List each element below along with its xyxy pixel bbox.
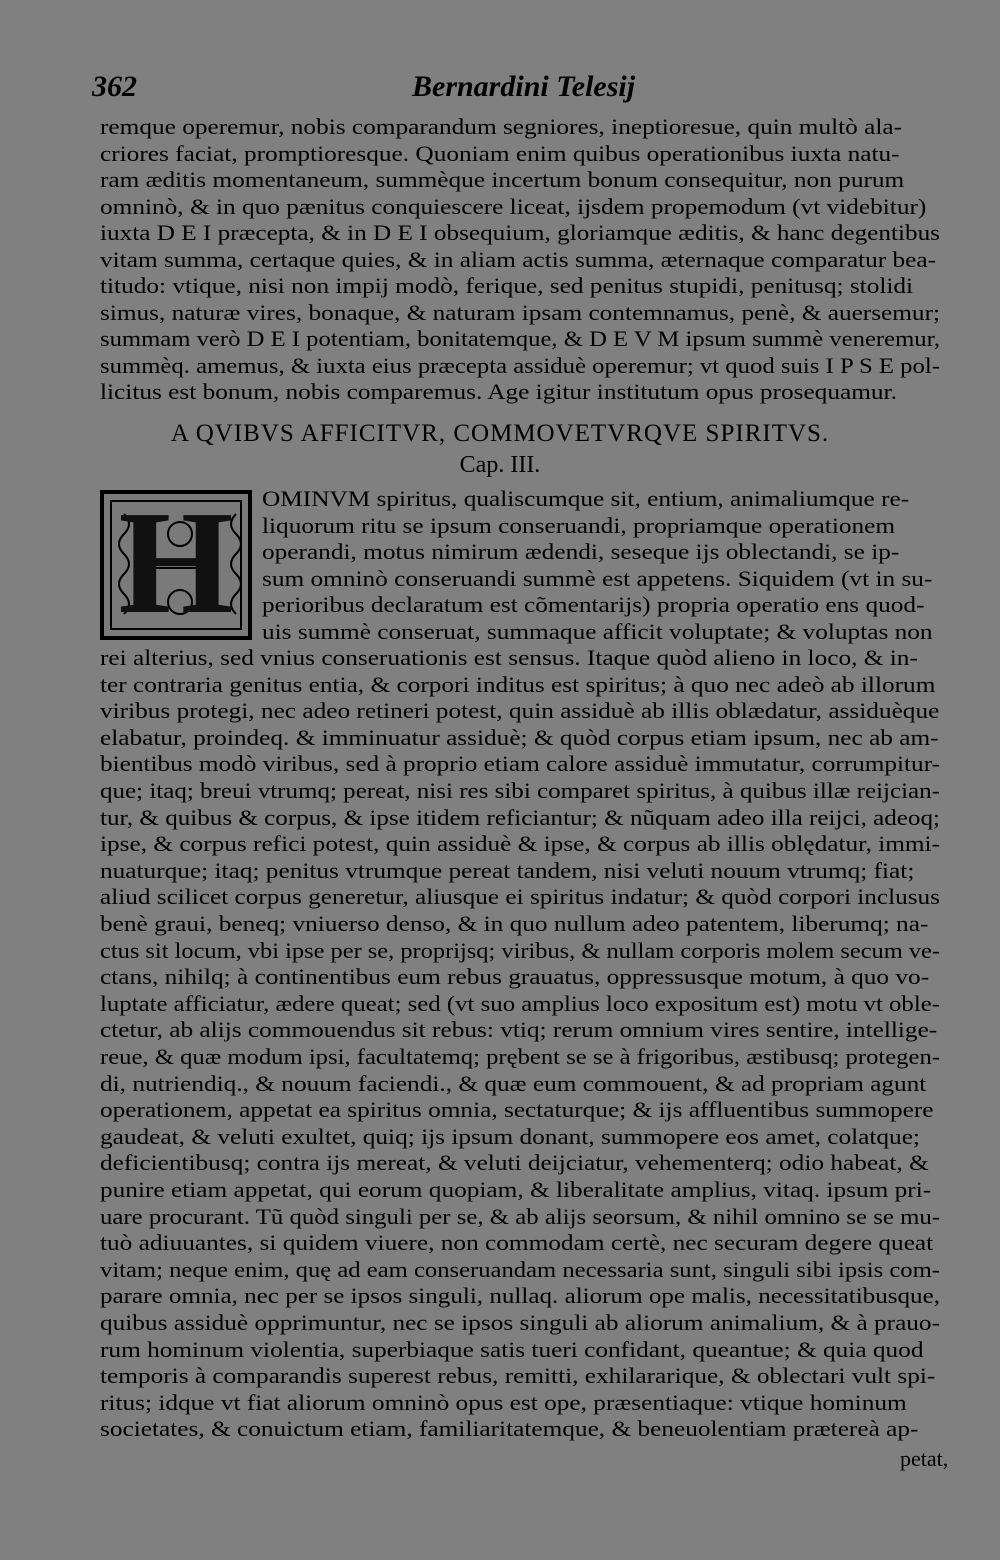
running-title: Bernardini Telesij [412,70,636,103]
paragraph-2-line: ter contraria genitus entia, & corpori inditus est spiritus; à quo nec adeò ab illorum [100,671,936,697]
paragraph-2-indented-line: operandi, motus nimirum ædendi, seseque ijs oblectandi, se ip- [262,539,900,564]
running-header [92,70,652,110]
paragraph-2-line: rum hominum violentia, superbiaque satis tueri confidant, queantue; & quia quod [100,1336,924,1362]
chapter-title: A QVIBVS AFFICITVR, COMMOVETVRQVE SPIRITVS. [170,420,830,447]
paragraph-2-line: benè graui, beneq; vniuerso denso, & in quo nullum adeo patentem, liberumq; na- [100,911,929,936]
paragraph-2-line: punire etiam appetat, qui eorum quopiam, & liberalitate amplius, vitaq. ipsum pri- [100,1177,932,1202]
paragraph-2-line: reue, & quæ modum ipsi, facultatemq; prębent se se à frigoribus, æstibusq; protegen- [100,1044,940,1069]
paragraph-2-indented-line: perioribus declaratum est cõmentarijs) propria operatio ens quod- [262,592,925,617]
paragraph-2-line: elabatur, proindeq. & imminuatur assiduè; & quòd corpus etiam ipsum, nec ab am- [100,724,939,750]
page-number: 362 [92,70,137,103]
paragraph-1-line: licitus est bonum, nobis comparemus. Age igitur institutum opus prosequamur. [100,379,897,404]
catchword: petat, [900,1446,949,1471]
paragraph-2-line: aliud scilicet corpus generetur, aliusque ei spiritus indatur; & quòd corpori inclusus [100,884,940,910]
paragraph-1-line: summèq. amemus, & iuxta eius præcepta assiduè operemur; vt quod suis I P S E pol- [100,352,940,378]
paragraph-2-line: ctans, nihilq; à continentibus eum rebus grauatus, oppressusque motum, à quo vo- [100,964,930,990]
paragraph-1-line: ram æditis momentaneum, summèque incertum bonum consequitur, non purum [100,167,905,192]
paragraph-2-line: deficientibusq; contra ijs mereat, & veluti deijciatur, vehementerq; odio habeat, & [100,1150,929,1176]
paragraph-2-indented-line: uis summè conseruat, summaque afficit voluptate; & voluptas non [262,618,933,644]
paragraph-2-line: viribus protegi, nec adeo retineri potest, quin assiduè ab illis oblædatur, assiduèque [100,698,940,724]
paragraph-2-line: operationem, appetat ea spiritus omnia, sectaturque; & ijs affluentibus summopere [100,1097,934,1123]
paragraph-2-line: ipse, & corpus refici potest, quin assiduè & ipse, & corpus ab illis oblędatur, immi- [100,831,940,857]
paragraph-2-line: di, nutriendiq., & nouum faciendi., & quæ eum commouent, & ad propriam agunt [100,1070,927,1096]
paragraph-2-line: rei alterius, sed vnius conseruationis est sensus. Itaque quòd alieno in loco, & in- [100,645,918,670]
paragraph-2-line: parare omnia, nec per se ipsos singuli, nullaq. aliorum ope malis, necessitatibusque, [100,1283,941,1309]
paragraph-2-line: ritus; idque vt fiat aliorum omninò opus est ope, præsentiaque: vtique hominum [100,1389,907,1415]
paragraph-1-line: remque operemur, nobis comparandum segniores, ineptioresue, quin multò ala- [100,114,903,139]
paragraph-1-line: simus, naturæ vires, bonaque, & naturam ipsam contemnamus, penè, & auersemur; [100,299,940,325]
paragraph-2-line: quibus assiduè opprimuntur, nec se ipsos singuli ab aliorum animalium, & à prauo- [100,1310,940,1335]
paragraph-2-indented-line: sum omninò conseruandi summè est appetens. Siquidem (vt in su- [262,565,933,591]
paragraph-2-line: que; itaq; breui vtrumq; pereat, nisi res sibi comparet spiritus, à quibus illæ reijcian- [100,778,941,803]
paragraph-2-line: societates, & conuictum etiam, familiaritatemque, & beneuolentiam prætereà ap- [100,1416,919,1442]
paragraph-1-line: omninò, & in quo pænitus conquiescere liceat, ijsdem propemodum (vt videbitur) [100,193,927,219]
paragraph-1-line: summam verò D E I potentiam, bonitatemque, & D E V M ipsum summè veneremur, [100,326,941,351]
paragraph-2-line: ctus sit locum, vbi ipse per se, proprijsq; viribus, & nullam corporis molem secum ve- [100,937,941,963]
paragraph-1-line: iuxta D E I præcepta, & in D E I obsequium, gloriamque æditis, & hanc degentibus [100,220,941,245]
paragraph-2-indented-line: OMINVM spiritus, qualiscumque sit, entium, animaliumque re- [262,486,910,511]
paragraph-2-line: bientibus modò viribus, sed à proprio etiam calore assiduè immutatur, corrumpitur- [100,751,940,777]
paragraph-2-line: uare procurant. Tũ quòd singuli per se, & ab alijs seorsum, & nihil omnino se se mu- [100,1203,940,1229]
paragraph-2-line: temporis à comparandis superest rebus, remitti, exhilararique, & oblectari vult spi- [100,1363,936,1389]
paragraph-2-line: tur, & quibus & corpus, & ipse itidem reficiantur; & nũquam adeo illa reijci, adeoq; [100,804,940,830]
paragraph-1-line: vitam summa, certaque quies, & in aliam actis summa, æternaque comparatur bea- [100,246,937,272]
decorated-initial [100,481,252,645]
paragraph-2-indented-line: liquorum ritu se ipsum conseruandi, propriamque operationem [262,512,896,538]
paragraph-2-line: tuò adiuuantes, si quidem viuere, non commodam certè, nec securam degere queat [100,1230,934,1256]
paragraph-1-line: criores faciat, promptioresque. Quoniam enim quibus operationibus iuxta natu- [100,140,900,166]
paragraph-2-line: ctetur, ab alijs commouendus sit rebus: vtiq; rerum omnium vires sentire, intellige- [100,1017,938,1043]
chapter-number: Cap. III. [459,452,541,478]
paragraph-1-line: titudo: vtique, nisi non impij modò, ferique, sed penitus stupidi, penitusq; stolidi [100,273,914,298]
paragraph-2-line: nuaturque; itaq; penitus vtrumque pereat tandem, nisi veluti nouum vtrumq; fiat; [100,857,915,883]
initial-letter: H [118,481,234,645]
paragraph-2-line: vitam; neque enim, quę ad eam conseruandam necessaria sunt, singuli sibi ipsis com- [100,1256,941,1282]
paragraph-2-line: gaudeat, & veluti exultet, quiq; ijs ipsum donant, summopere eos amet, colatque; [100,1123,920,1149]
paragraph-2-line: luptate afficiatur, ædere queat; sed (vt suo amplius loco expositum est) motu vt oble- [100,990,940,1016]
